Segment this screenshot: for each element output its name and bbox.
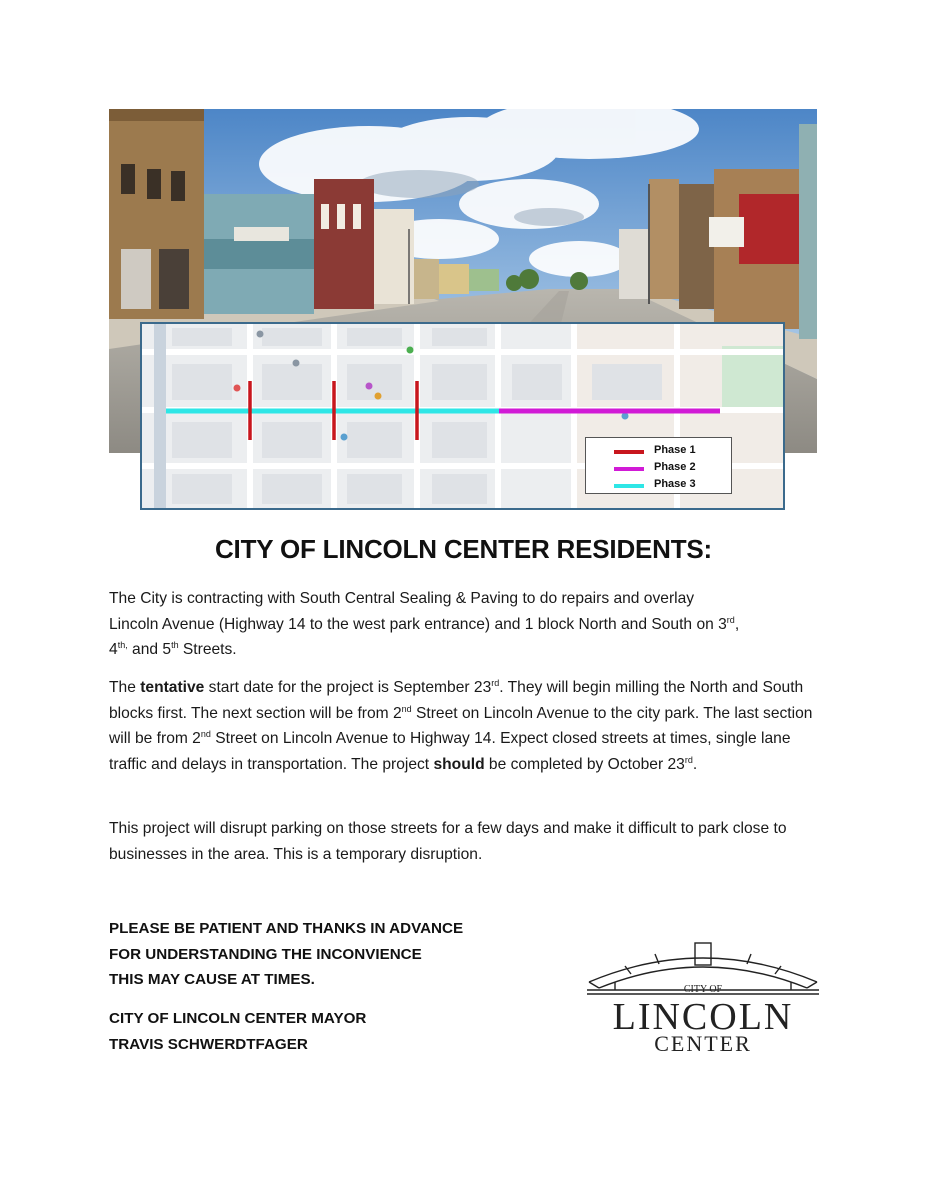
phase-3-swatch — [614, 484, 644, 488]
paragraph-contract: The City is contracting with South Central Sealing & Paving to do repairs and overlay Lincoln Avenue (Highway 14 to the west park entrance) and 1 block North and South on 3rd, $4^{th,}$ and 5th Streets. — [109, 590, 740, 659]
notice-heading: CITY OF LINCOLN CENTER RESIDENTS: — [214, 534, 713, 564]
logo-lincoln-text: LINCOLN — [612, 996, 794, 1038]
closing-message: PLEASE BE PATIENT AND THANKS IN ADVANCE FOR UNDERSTANDING THE INCONVIENCE THIS MAY CAUSE AT TIMES. — [109, 920, 464, 989]
paragraph-parking: This project will disrupt parking on those streets for a few days and make it difficult to park close to businesses in the area. This is a temporary disruption. — [109, 820, 787, 863]
phase-1-swatch — [614, 450, 644, 454]
project-phase-map — [140, 322, 785, 510]
paragraph-schedule: The tentative start date for the project is September 23rd. They will begin milling the North and South blocks first. The next section will be from 2nd Street on Lincoln Avenue to the city park. The last section will be from 2nd Street on Lincoln Avenue to Highway 14. Expect closed streets at times, single lane traffic and delays in transportation. The project should be completed by October 23rd. — [109, 678, 813, 773]
signature-block: CITY OF LINCOLN CENTER MAYOR TRAVIS SCHWERDTFAGER — [109, 1010, 367, 1053]
logo-city-of-text: CITY OF — [683, 984, 723, 995]
logo-center-text: CENTER — [654, 1031, 752, 1056]
map-legend: Phase 1 Phase 2 Phase 3 — [585, 437, 732, 494]
phase-2-swatch — [614, 467, 644, 471]
city-logo — [585, 940, 821, 1058]
